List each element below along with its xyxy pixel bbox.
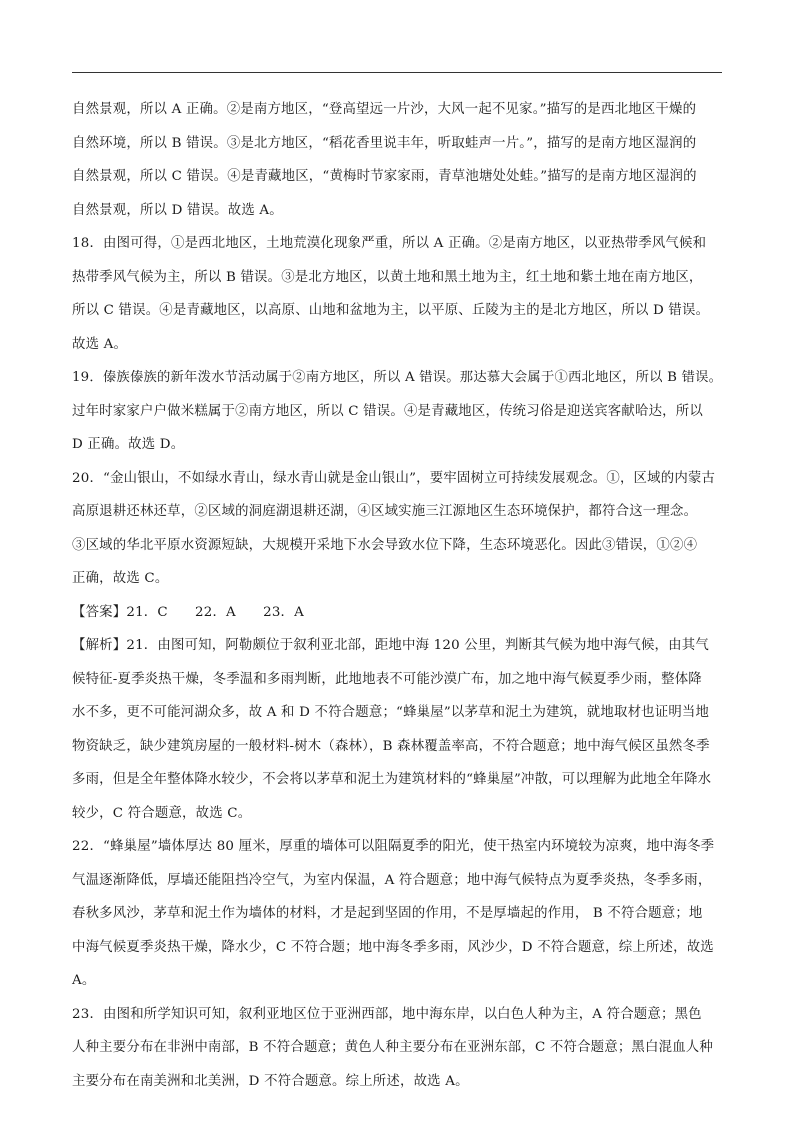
text-line: D 正确。故选 D。 xyxy=(72,437,185,452)
text-line: 气温逐渐降低，厚墙还能阻挡冷空气，为室内保温，A 符合题意；地中海气候特点为夏季炎热，冬季多雨， xyxy=(72,872,712,888)
text-line: 19．傣族傣族的新年泼水节活动属于②南方地区，所以 A 错误。那达慕大会属于①西北地区，所以 B 错误。 xyxy=(72,370,723,385)
text-line: 较少，C 符合题意，故选 C。 xyxy=(72,805,252,821)
header-divider xyxy=(72,72,722,73)
text-line: 候特征-夏季炎热干燥，冬季温和多雨判断，此地地表不可能沙漠广布，加之地中海气候夏季少雨，整体降 xyxy=(72,671,702,687)
text-line: 自然环境，所以 B 错误。③是北方地区，“稻花香里说丰年，听取蛙声一片。”，描写的是南方地区湿润的 xyxy=(72,135,697,151)
text-line: 自然景观，所以 C 错误。④是青藏地区，“黄梅时节家家雨，青草池塘处处蛙。”描写的是南方地区湿润的 xyxy=(72,169,697,184)
text-line: 春秋多风沙，茅草和泥土作为墙体的材料，才是起到坚固的作用，不是厚墙起的作用， B 不符合题意；地 xyxy=(72,906,703,921)
text-line: 正确，故选 C。 xyxy=(72,571,169,586)
text-line: 人种主要分布在非洲中南部，B 不符合题意；黄色人种主要分布在亚洲东部，C 不符合题意；黑白混血人种 xyxy=(72,1040,713,1055)
text-line: 自然景观，所以 D 错误。故选 A。 xyxy=(72,202,283,218)
text-line: A。 xyxy=(72,973,96,988)
text-line: 自然景观，所以 A 正确。②是南方地区，“登高望远一片沙，大风一起不见家。”描写的是西北地区干燥的 xyxy=(72,102,697,117)
text-line: 物资缺乏，缺少建筑房屋的一般材料-树木（森林），B 森林覆盖率高，不符合题意；地中海气候区虽然冬季 xyxy=(72,738,710,754)
text-line: 主要分布在南美洲和北美洲，D 不符合题意。综上所述，故选 A。 xyxy=(72,1073,469,1089)
text-line: 热带季风气候为主，所以 B 错误。③是北方地区，以黄土地和黑土地为主，红土地和紫土地在南方地区， xyxy=(72,269,703,285)
answer-explanation-body xyxy=(72,93,722,1098)
text-line: 多雨，但是全年整体降水较少，不会将以茅草和泥土为建筑材料的“蜂巢屋”冲散，可以理解为此地全年降水 xyxy=(72,772,712,787)
text-line: 水不多，更不可能河湖众多，故 A 和 D 不符合题意；“蜂巢屋”以茅草和泥土为建筑，就地取材也证明当地 xyxy=(72,705,710,720)
text-line: 过年时家家户户做米糕属于②南方地区，所以 C 错误。④是青藏地区，传统习俗是迎送宾客献哈达，所以 xyxy=(72,403,703,419)
text-line: ③区域的华北平原水资源短缺，大规模开采地下水会导致水位下降，生态环境恶化。因此③错误，①②④ xyxy=(72,537,698,553)
text-line: 故选 A。 xyxy=(72,336,128,352)
text-line: 23．由图和所学知识可知，叙利亚地区位于亚洲西部，地中海东岸，以白色人种为主，A 符合题意；黑色 xyxy=(72,1006,702,1022)
text-line: 【解析】21．由图可知，阿勒颇位于叙利亚北部，距地中海 120 公里，判断其气候为地中海气候，由其气 xyxy=(72,638,709,653)
text-line: 22．“蜂巢屋”墙体厚达 80 厘米，厚重的墙体可以阻隔夏季的阳光，使干热室内环境较为凉爽，地中海冬季 xyxy=(72,839,715,854)
text-line: 20．“金山银山，不如绿水青山，绿水青山就是金山银山”，要牢固树立可持续发展观念。①，区域的内蒙古 xyxy=(72,470,716,486)
text-line: 18．由图可得，①是西北地区，土地荒漠化现象严重，所以 A 正确。②是南方地区，以亚热带季风气候和 xyxy=(72,236,707,251)
answer-key-line: 【答案】21．C 22．A 23．A xyxy=(72,604,304,620)
text-line: 中海气候夏季炎热干燥，降水少，C 不符合题；地中海冬季多雨，风沙少，D 不符合题意，综上所述，故选 xyxy=(72,939,714,955)
text-line: 所以 C 错误。④是青藏地区，以高原、山地和盆地为主，以平原、丘陵为主的是北方地区，所以 D 错误。 xyxy=(72,303,710,318)
text-line: 高原退耕还林还草，②区域的洞庭湖退耕还湖，④区域实施三江源地区生态环境保护，都符合这一理念。 xyxy=(72,504,698,519)
